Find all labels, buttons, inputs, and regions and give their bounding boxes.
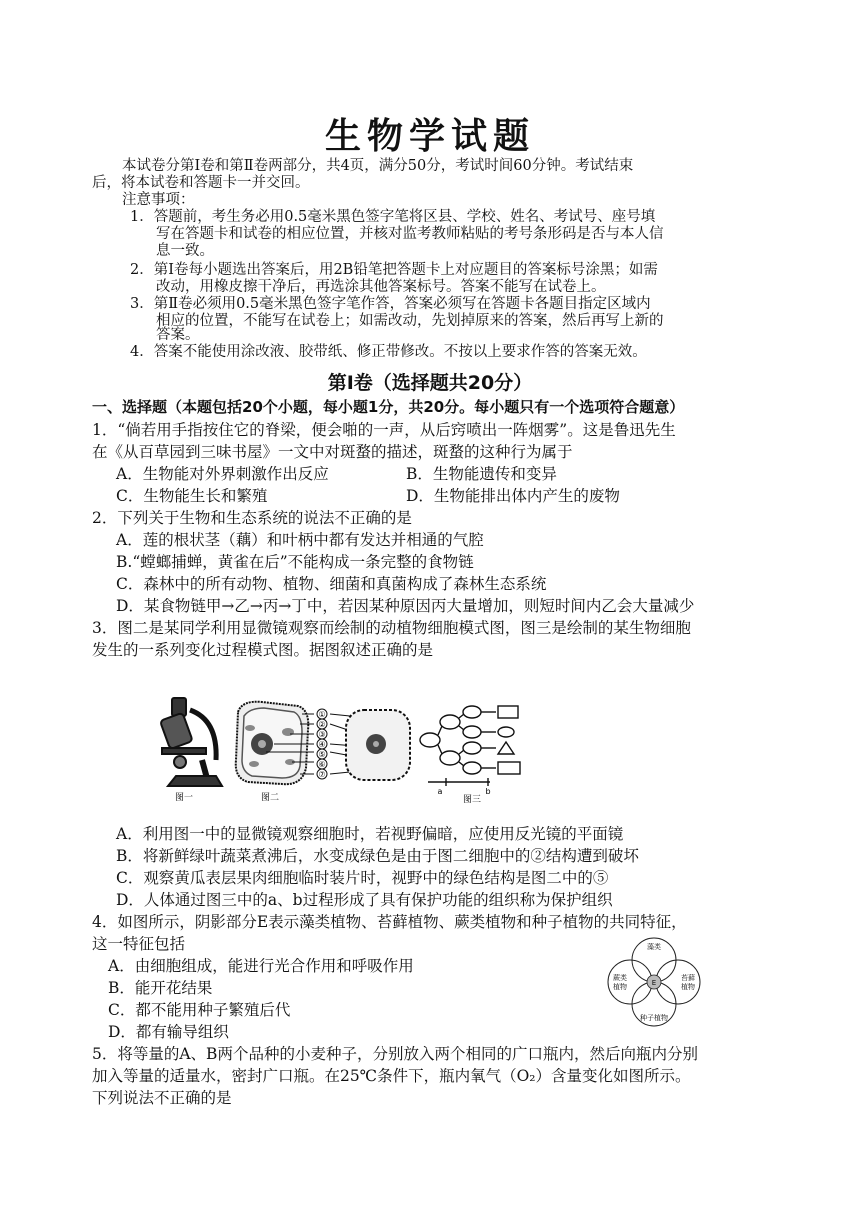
option-a: A．利用图一中的显微镜观察细胞时，若视野偏暗，应使用反光镜的平面镜: [116, 825, 624, 843]
venn-label-top: 藻类: [647, 943, 661, 951]
venn-diagram: [604, 934, 704, 1030]
intro-line: 本试卷分第Ⅰ卷和第Ⅱ卷两部分，共4页，满分50分，考试时间60分钟。考试结束: [122, 158, 634, 174]
option-a: A．莲的根状茎（藕）和叶柄中都有发达并相通的气腔: [116, 531, 484, 549]
note-line: 4．答案不能使用涂改液、胶带纸、修正带修改。不按以上要求作答的答案无效。: [130, 344, 647, 360]
question-stem: 下列说法不正确的是: [92, 1089, 232, 1107]
option-c: C．生物能生长和繁殖: [116, 487, 268, 505]
note-line: 相应的位置，不能写在试卷上；如需改动，先划掉原来的答案，然后再写上新的: [156, 313, 664, 329]
intro-line: 后，将本试卷和答题卡一并交回。: [92, 175, 310, 191]
question-stem: 这一特征包括: [92, 935, 186, 953]
option-c: C．观察黄瓜表层果肉细胞临时装片时，视野中的绿色结构是图二中的⑤: [116, 869, 609, 887]
section-title: 第Ⅰ卷（选择题共20分）: [327, 372, 533, 394]
option-a: A．由细胞组成，能进行光合作用和呼吸作用: [108, 957, 414, 975]
cell-label-5: ⑤: [318, 750, 326, 759]
option-a: A．生物能对外界刺激作出反应: [116, 465, 329, 483]
q3-figures: [150, 690, 530, 805]
figure-label: 图三: [462, 795, 482, 805]
option-d: D．都有输导组织: [108, 1023, 229, 1041]
cell-process-figure: [420, 706, 520, 786]
question-stem: 加入等量的适量水，密封广口瓶。在25℃条件下，瓶内氧气（O₂）含量变化如图所示。: [92, 1067, 691, 1085]
venn-label-bottom: 种子植物: [640, 1014, 668, 1022]
question-stem: 5．将等量的A、B两个品种的小麦种子，分别放入两个相同的广口瓶内，然后向瓶内分别: [92, 1045, 698, 1063]
note-line: 息一致。: [156, 243, 214, 259]
cell-number-labels: [317, 709, 327, 779]
option-c: C．都不能用种子繁殖后代: [108, 1001, 291, 1019]
option-b: B.“螳螂捕蝉，黄雀在后”不能构成一条完整的食物链: [116, 553, 474, 571]
cell-label-2: ②: [318, 720, 326, 729]
option-b: B．能开花结果: [108, 979, 213, 997]
question-stem: 1．“倘若用手指按住它的脊梁，便会啪的一声，从后窍喷出一阵烟雾”。这是鲁迅先生: [92, 421, 676, 439]
note-line: 改动，用橡皮擦干净后，再选涂其他答案标号。答案不能写在试卷上。: [156, 279, 606, 295]
figure-label: 图二: [260, 793, 280, 803]
note-line: 3．第Ⅱ卷必须用0.5毫米黑色签字笔作答，答案必须写在答题卡各题目指定区域内: [130, 296, 651, 312]
question-stem: 3．图二是某同学利用显微镜观察而绘制的动植物细胞模式图，图三是绘制的某生物细胞: [92, 619, 691, 637]
venn-label-center: E: [651, 979, 657, 987]
note-line: 写在答题卡和试卷的相应位置，并核对监考教师粘贴的考号条形码是否与本人信: [156, 226, 664, 242]
note-line: 1．答题前，考生务必用0.5毫米黑色签字笔将区县、学校、姓名、考试号、座号填: [130, 209, 656, 225]
figure-label: 图一: [174, 793, 194, 803]
option-b: B．将新鲜绿叶蔬菜煮沸后，水变成绿色是由于图二细胞中的②结构遭到破坏: [116, 847, 639, 865]
cell-label-3: ③: [318, 730, 326, 739]
process-label-a: a: [437, 787, 443, 796]
question-stem: 发生的一系列变化过程模式图。据图叙述正确的是: [92, 641, 434, 659]
cell-label-7: ⑦: [318, 770, 326, 779]
option-d: D．人体通过图三中的a、b过程形成了具有保护功能的组织称为保护组织: [116, 891, 613, 909]
notes-heading: 注意事项：: [122, 192, 195, 208]
question-stem: 4．如图所示，阴影部分E表示藻类植物、苔藓植物、蕨类植物和种子植物的共同特征，: [92, 913, 687, 931]
microscope-figure: [160, 698, 222, 786]
venn-label-right: 苔藓: [681, 974, 695, 982]
page-title: 生物学试题: [324, 116, 535, 157]
question-stem: 在《从百草园到三味书屋》一文中对斑蝥的描述，斑蝥的这种行为属于: [92, 443, 573, 461]
note-line: 2．第Ⅰ卷每小题选出答案后，用2B铅笔把答题卡上对应题目的答案标号涂黑；如需: [130, 262, 658, 278]
venn-label-right-2: 植物: [681, 983, 695, 991]
option-d: D．生物能排出体内产生的废物: [406, 487, 620, 505]
option-b: B．生物能遗传和变异: [406, 465, 557, 483]
cell-label-4: ④: [318, 740, 326, 749]
question-stem: 2．下列关于生物和生态系统的说法不正确的是: [92, 509, 412, 527]
venn-label-left-2: 植物: [613, 983, 627, 991]
section-instruction: 一、选择题（本题包括20个小题，每小题1分，共20分。每小题只有一个选项符合题意）: [92, 398, 685, 416]
venn-label-left: 蕨类: [613, 974, 627, 982]
option-c: C．森林中的所有动物、植物、细菌和真菌构成了森林生态系统: [116, 575, 547, 593]
cell-label-1: ①: [318, 710, 326, 719]
cell-label-6: ⑥: [318, 760, 326, 769]
animal-cell-figure: [346, 710, 410, 780]
option-d: D．某食物链甲→乙→丙→丁中，若因某种原因丙大量增加，则短时间内乙会大量减少: [116, 597, 695, 615]
plant-cell-figure: [236, 702, 309, 784]
process-label-b: b: [485, 787, 491, 796]
note-line: 答案。: [156, 327, 200, 343]
